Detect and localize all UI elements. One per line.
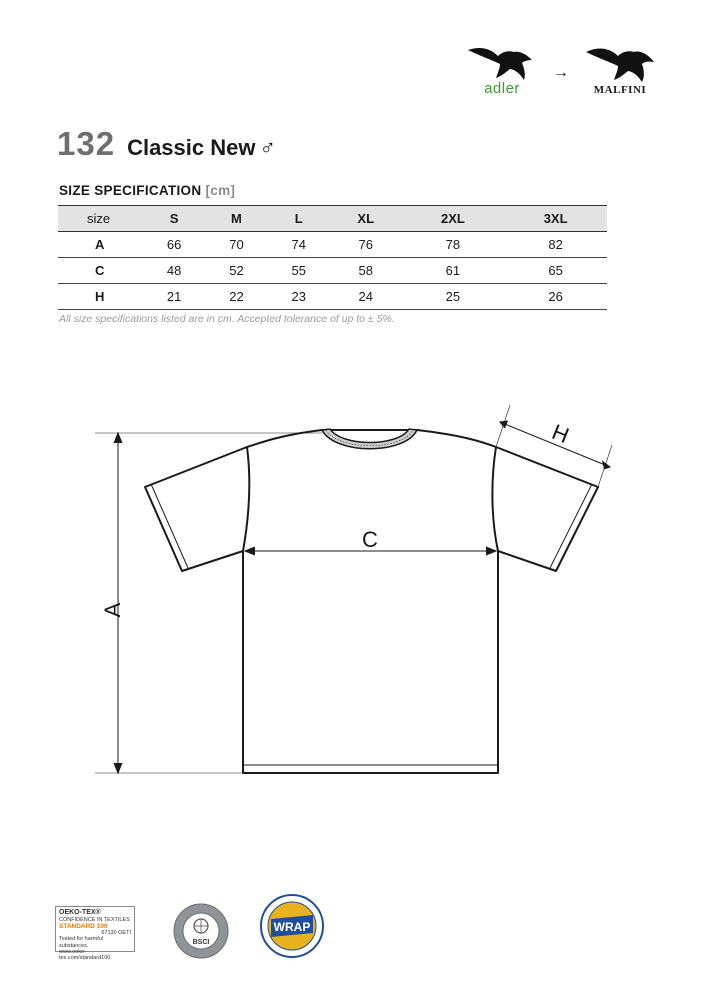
label-h: H bbox=[548, 419, 573, 449]
table-cell: 24 bbox=[358, 289, 373, 304]
bsci-badge bbox=[172, 902, 230, 960]
wrap-text: WRAP bbox=[273, 920, 311, 934]
oeko-brand: OEKO-TEX® bbox=[59, 909, 101, 916]
tshirt-diagram bbox=[80, 395, 640, 785]
oeko-line3: www.oeko-tex.com/standard100 bbox=[59, 948, 111, 962]
bsci-text: BSCI bbox=[192, 939, 210, 946]
eagle-icon bbox=[466, 42, 538, 82]
table-cell: 61 bbox=[445, 263, 461, 278]
armhole-seam-left bbox=[243, 447, 249, 551]
spec-heading-text: SIZE SPECIFICATION bbox=[59, 183, 202, 198]
table-cell: 26 bbox=[548, 289, 563, 304]
column-header: size bbox=[87, 211, 111, 226]
row-label: C bbox=[95, 263, 105, 278]
table-header-row bbox=[58, 206, 607, 232]
column-header: L bbox=[294, 211, 303, 226]
armhole-seam-right bbox=[492, 447, 498, 551]
table-cell: 78 bbox=[445, 237, 461, 252]
oeko-tex-badge bbox=[55, 906, 135, 962]
row-label: H bbox=[95, 289, 105, 304]
table-cell: 23 bbox=[291, 289, 307, 304]
malfini-logo bbox=[578, 42, 662, 96]
table-cell: 70 bbox=[229, 237, 244, 252]
table-cell: 25 bbox=[445, 289, 461, 304]
label-a: A bbox=[100, 602, 125, 618]
table-cell: 48 bbox=[166, 263, 182, 278]
product-code: 132 bbox=[57, 125, 116, 162]
column-header: M bbox=[231, 211, 242, 226]
label-c: C bbox=[362, 527, 378, 552]
table-cell: 76 bbox=[358, 237, 373, 252]
tolerance-note: All size specifications listed are in cm. Accepted tolerance of up to ± 5%. bbox=[59, 313, 395, 325]
oeko-standard: STANDARD 100 bbox=[59, 923, 108, 931]
oeko-line1: CONFIDENCE IN TEXTILES bbox=[59, 917, 130, 923]
spec-unit: [cm] bbox=[205, 183, 236, 198]
size-table bbox=[58, 205, 607, 310]
product-title bbox=[57, 125, 276, 163]
row-label: A bbox=[95, 237, 105, 252]
dimension-h bbox=[496, 405, 612, 487]
eagle-icon bbox=[582, 42, 658, 84]
oeko-code: 67130 OETI bbox=[101, 930, 131, 937]
table-cell: 58 bbox=[358, 263, 373, 278]
column-header: XL bbox=[357, 211, 375, 226]
table-row bbox=[58, 232, 607, 258]
table-cell: 55 bbox=[291, 263, 307, 278]
table-row bbox=[58, 284, 607, 310]
column-header: S bbox=[169, 211, 179, 226]
sleeve-cuff-right bbox=[550, 484, 592, 568]
oeko-line2: Tested for harmful substances. bbox=[59, 936, 104, 949]
table-cell: 21 bbox=[166, 289, 182, 304]
spec-heading bbox=[59, 183, 235, 198]
table-cell: 22 bbox=[229, 289, 244, 304]
sleeve-cuff-left bbox=[151, 484, 188, 568]
table-cell: 65 bbox=[548, 263, 563, 278]
adler-logo bbox=[462, 42, 542, 97]
wrap-badge bbox=[259, 893, 325, 959]
dimension-a bbox=[95, 433, 322, 773]
column-header: 2XL bbox=[440, 211, 465, 226]
product-name: Classic New bbox=[127, 135, 256, 160]
table-cell: 52 bbox=[229, 263, 244, 278]
tshirt-outline bbox=[145, 430, 598, 773]
table-cell: 66 bbox=[166, 237, 182, 252]
column-header: 3XL bbox=[543, 211, 568, 226]
adler-wordmark: adler bbox=[484, 80, 520, 97]
table-cell: 74 bbox=[291, 237, 307, 252]
table-row bbox=[58, 258, 607, 284]
arrow-right-icon: → bbox=[553, 64, 569, 81]
malfini-wordmark: MALFINI bbox=[593, 84, 647, 96]
male-icon: ♂ bbox=[259, 135, 276, 160]
table-cell: 82 bbox=[548, 237, 563, 252]
